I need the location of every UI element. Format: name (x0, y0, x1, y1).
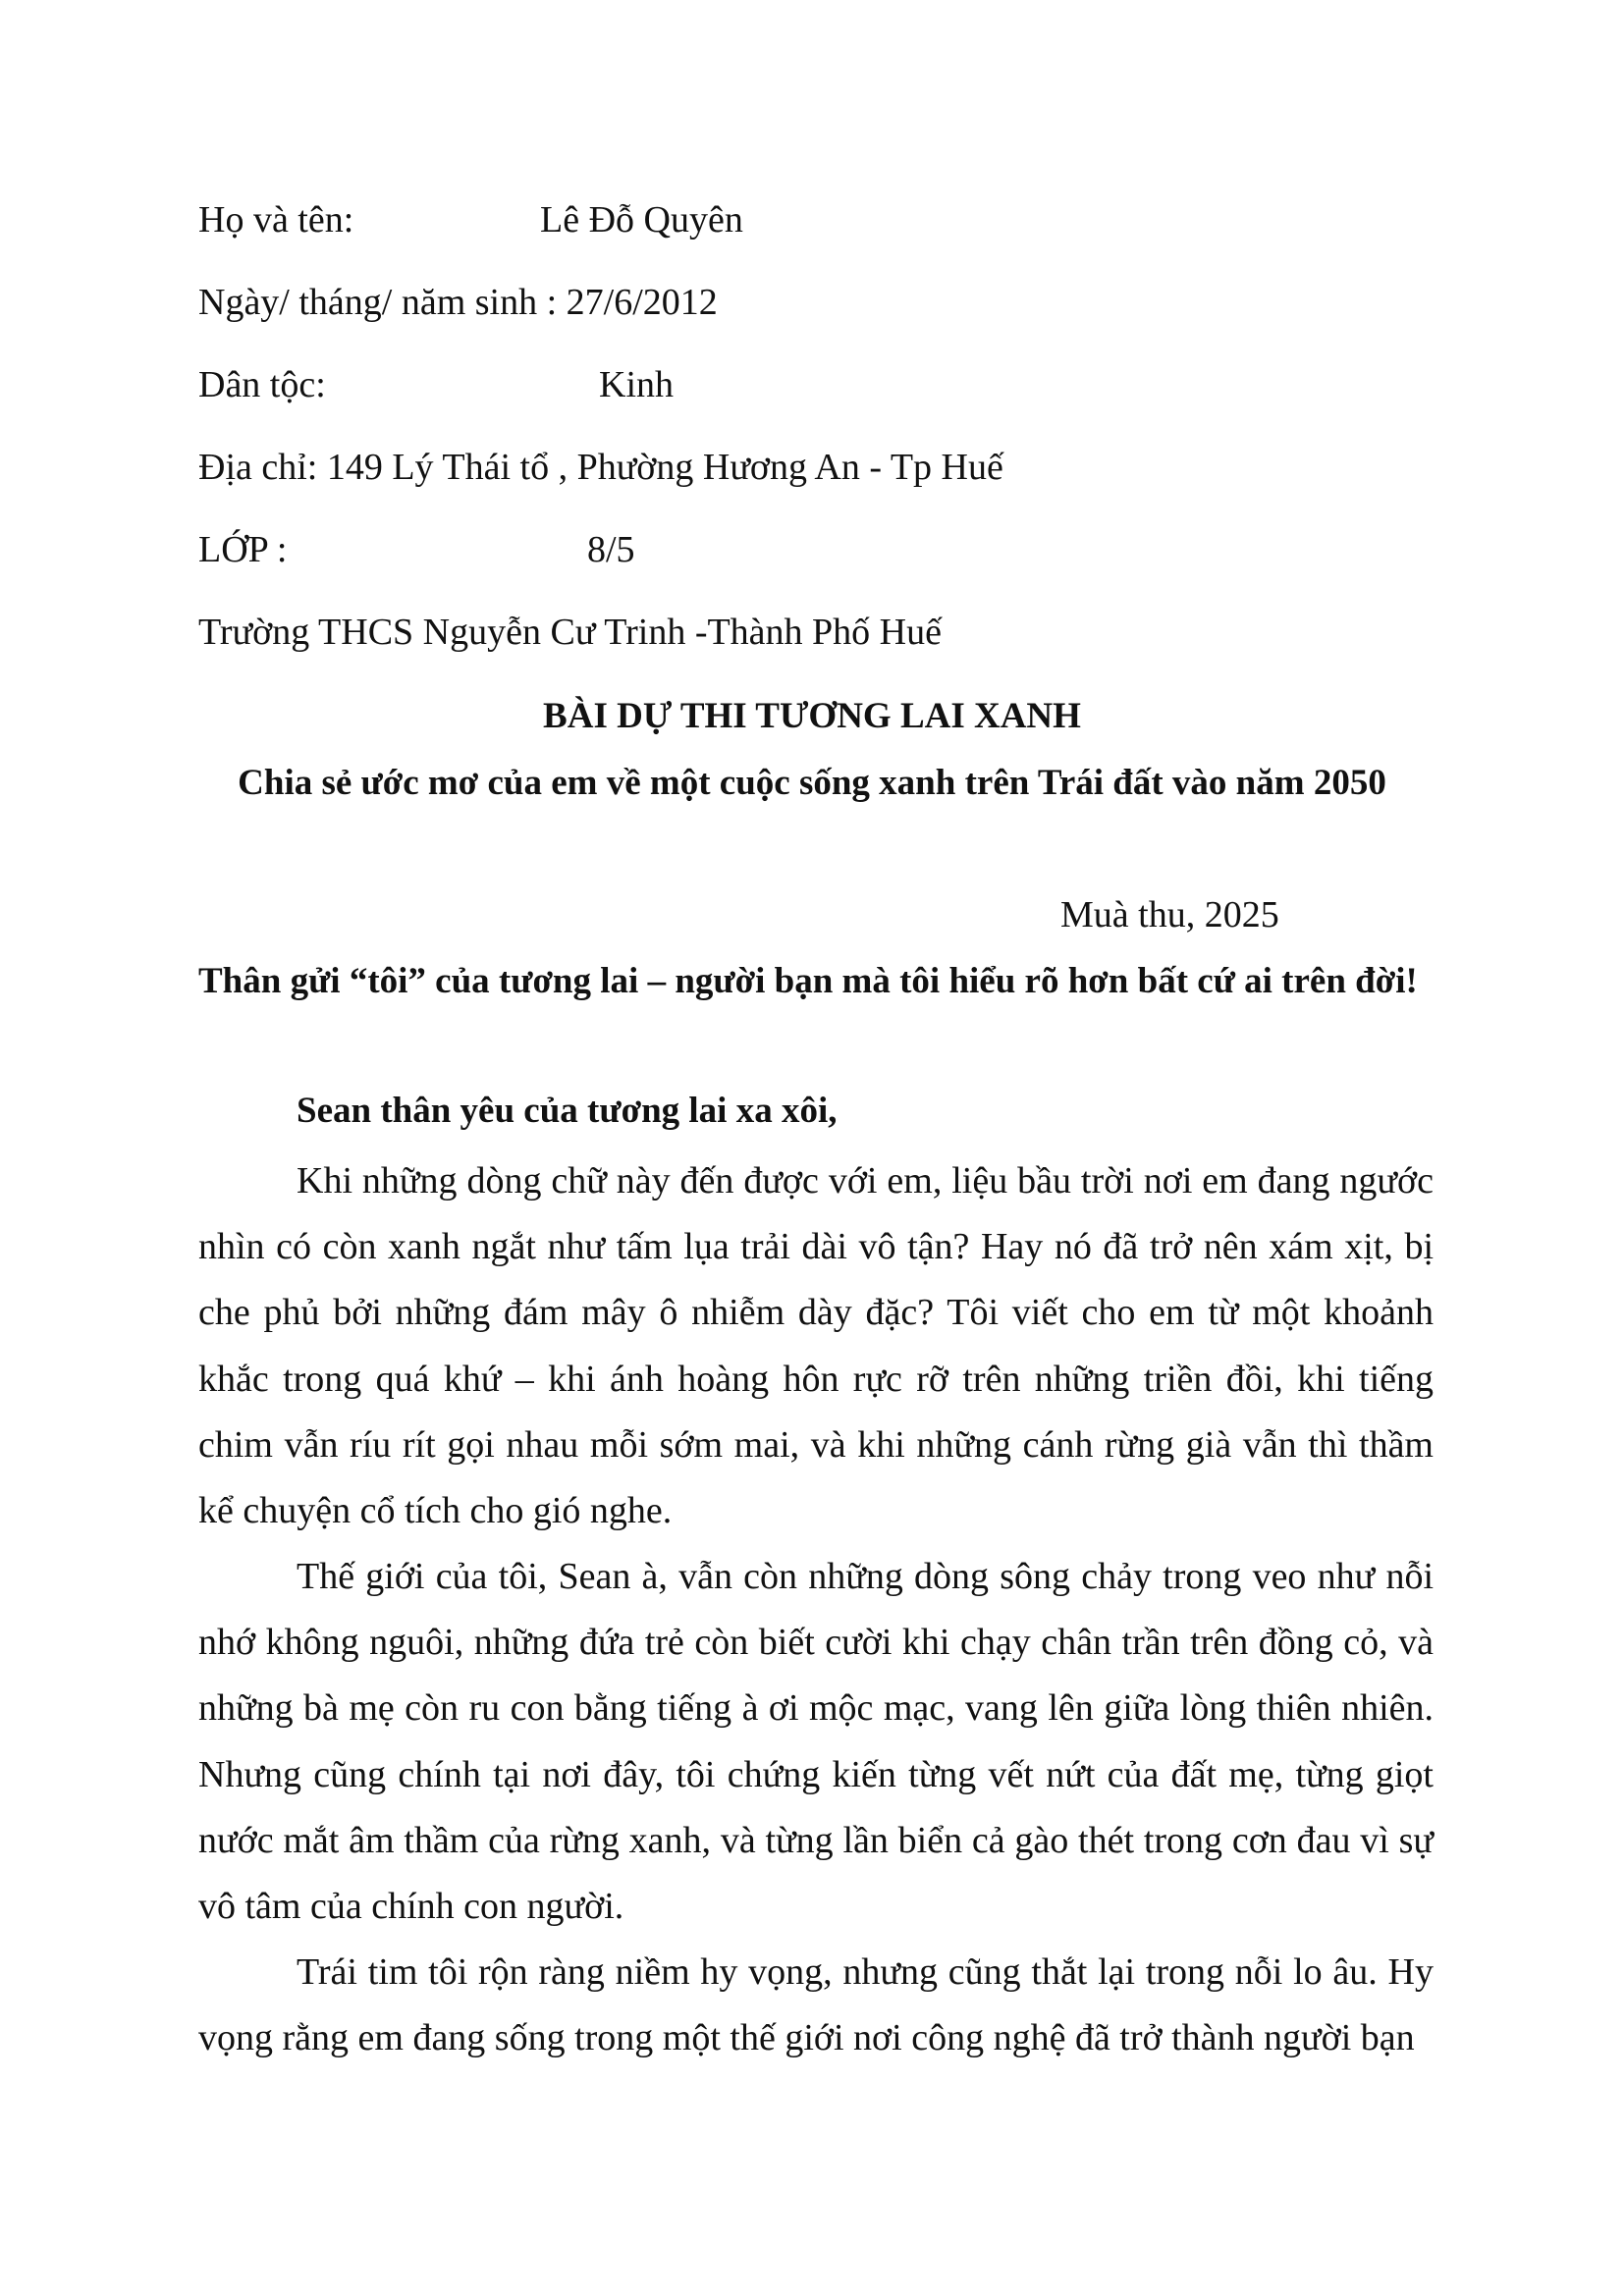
school-text: Trường THCS Nguyễn Cư Trinh -Thành Phố Huế (198, 612, 942, 653)
main-title: BÀI DỰ THI TƯƠNG LAI XANH (543, 696, 1081, 736)
letter-date: Muà thu, 2025 (1060, 894, 1279, 935)
letter-salutation: Sean thân yêu của tương lai xa xôi, (297, 1091, 838, 1131)
letter-paragraph: Thế giới của tôi, Sean à, vẫn còn những dòng sông chảy trong veo như nỗi nhớ không nguôi, những đứa trẻ còn biết cười khi chạy chân trần trên đồng cỏ, và những bà mẹ còn ru con bằng tiếng à ơi mộc mạc, vang lên giữa lòng thiên nhiên. Nhưng cũng chính tại nơi đây, tôi chứng kiến từng vết nứt của đất mẹ, từng giọt nước mắt âm thầm của rừng xanh, và từng lần biển cả gào thét trong cơn đau vì sự vô tâm của chính con người. (198, 1556, 1434, 1928)
class-value: 8/5 (587, 529, 635, 570)
ethnicity-label: Dân tộc: (198, 364, 326, 405)
name-label: Họ và tên: (198, 199, 354, 240)
letter-paragraph: Khi những dòng chữ này đến được với em, liệu bầu trời nơi em đang ngước nhìn có còn xanh ngắt như tấm lụa trải dài vô tận? Hay nó đã trở nên xám xịt, bị che phủ bởi những đám mây ô nhiễm dày đặc? Tôi viết cho em từ một khoảnh khắc trong quá khứ – khi ánh hoàng hôn rực rỡ trên những triền đồi, khi tiếng chim vẫn ríu rít gọi nhau mỗi sớm mai, và khi những cánh rừng già vẫn thì thầm kể chuyện cổ tích cho gió nghe. (198, 1160, 1434, 1532)
letter-greeting: Thân gửi “tôi” của tương lai – người bạn mà tôi hiểu rõ hơn bất cứ ai trên đời! (198, 961, 1418, 1001)
name-value: Lê Đỗ Quyên (540, 199, 743, 240)
ethnicity-value: Kinh (599, 364, 674, 405)
sub-title: Chia sẻ ước mơ của em về một cuộc sống xanh trên Trái đất vào năm 2050 (238, 763, 1386, 803)
letter-paragraph: Trái tim tôi rộn ràng niềm hy vọng, nhưng cũng thắt lại trong nỗi lo âu. Hy vọng rằng em đang sống trong một thế giới nơi công nghệ đã trở thành người bạn (198, 1951, 1434, 2059)
class-label: LỚP : (198, 529, 288, 570)
dob-text: Ngày/ tháng/ năm sinh : 27/6/2012 (198, 282, 718, 323)
address-text: Địa chỉ: 149 Lý Thái tổ , Phường Hương An - Tp Huế (198, 447, 1003, 488)
